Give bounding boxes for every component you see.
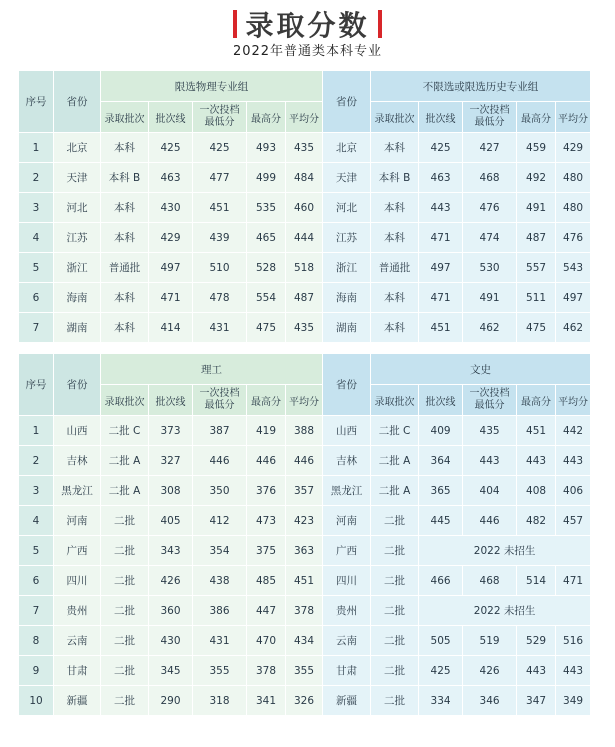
subheader-batch-line-right: 批次线 [419,102,463,133]
province-cell-right: 海南 [323,283,371,313]
avg-score-cell-right: 462 [556,313,591,343]
row-index: 2 [19,163,54,193]
avg-score-cell-right: 476 [556,223,591,253]
province-cell: 云南 [54,626,101,656]
avg-score-cell: 357 [286,476,323,506]
row-index: 8 [19,626,54,656]
batch-line-cell-right: 445 [419,506,463,536]
row-index: 10 [19,686,54,716]
row-index: 6 [19,283,54,313]
table-row [19,283,591,313]
batch-cell: 二批 A [101,476,149,506]
avg-score-cell: 518 [286,253,323,283]
avg-score-cell-right: 497 [556,283,591,313]
avg-score-cell: 423 [286,506,323,536]
table-row [19,536,591,566]
province-cell-right: 吉林 [323,446,371,476]
row-index: 1 [19,416,54,446]
max-score-cell: 375 [247,536,286,566]
max-score-cell-right: 491 [517,193,556,223]
col-province-header-right: 省份 [323,71,371,133]
batch-line-cell-right: 425 [419,133,463,163]
batch-cell-right: 普通批 [371,253,419,283]
min-score-cell-right: 346 [463,686,517,716]
min-score-cell-right: 404 [463,476,517,506]
min-score-cell: 451 [193,193,247,223]
province-cell: 海南 [54,283,101,313]
province-cell-right: 甘肃 [323,656,371,686]
batch-cell-right: 二批 [371,506,419,536]
min-score-cell: 438 [193,566,247,596]
batch-cell-right: 本科 [371,223,419,253]
province-cell-right: 江苏 [323,223,371,253]
avg-score-cell-right: 471 [556,566,591,596]
province-cell-right: 广西 [323,536,371,566]
max-score-cell-right: 475 [517,313,556,343]
avg-score-cell: 451 [286,566,323,596]
min-score-cell-right: 468 [463,566,517,596]
table-row [19,476,591,506]
batch-line-cell: 414 [149,313,193,343]
province-cell: 湖南 [54,313,101,343]
province-cell: 江苏 [54,223,101,253]
group-header-science: 理工 [101,354,323,385]
subheader-batch-right: 录取批次 [371,385,419,416]
batch-cell: 二批 [101,536,149,566]
table-row [19,163,591,193]
max-score-cell-right: 451 [517,416,556,446]
subheader-max-score-right: 最高分 [517,385,556,416]
min-score-cell-right: 476 [463,193,517,223]
title-left-bar [233,10,237,38]
batch-cell-right: 二批 [371,536,419,566]
batch-cell: 本科 [101,283,149,313]
row-index: 2 [19,446,54,476]
avg-score-cell-right: 443 [556,446,591,476]
col-index-header: 序号 [19,354,54,416]
batch-cell: 二批 [101,506,149,536]
batch-line-cell: 426 [149,566,193,596]
avg-score-cell: 487 [286,283,323,313]
batch-cell-right: 二批 [371,596,419,626]
subheader-min-score: 一次投档 最低分 [193,102,247,133]
row-index: 5 [19,253,54,283]
batch-line-cell: 345 [149,656,193,686]
batch-cell-right: 二批 [371,686,419,716]
avg-score-cell: 363 [286,536,323,566]
max-score-cell-right: 482 [517,506,556,536]
province-cell: 吉林 [54,446,101,476]
max-score-cell-right: 443 [517,446,556,476]
batch-line-cell-right: 409 [419,416,463,446]
avg-score-cell: 388 [286,416,323,446]
max-score-cell: 493 [247,133,286,163]
max-score-cell: 419 [247,416,286,446]
subheader-batch-line-right: 批次线 [419,385,463,416]
avg-score-cell-right: 406 [556,476,591,506]
col-province-header-right: 省份 [323,354,371,416]
batch-line-cell-right: 471 [419,283,463,313]
avg-score-cell-right: 443 [556,656,591,686]
page-subtitle: 2022年普通类本科专业 [232,44,383,59]
avg-score-cell-right: 442 [556,416,591,446]
min-score-cell: 477 [193,163,247,193]
batch-line-cell-right: 471 [419,223,463,253]
avg-score-cell-right: 480 [556,163,591,193]
avg-score-cell: 446 [286,446,323,476]
batch-cell-right: 二批 [371,656,419,686]
batch-line-cell: 290 [149,686,193,716]
province-cell-right: 山西 [323,416,371,446]
row-index: 7 [19,313,54,343]
province-cell-right: 云南 [323,626,371,656]
table-row [19,253,591,283]
province-cell: 天津 [54,163,101,193]
batch-cell: 本科 [101,193,149,223]
batch-cell-right: 本科 [371,283,419,313]
province-cell-right: 四川 [323,566,371,596]
min-score-cell: 425 [193,133,247,163]
batch-cell-right: 二批 A [371,446,419,476]
group-header-physics: 限选物理专业组 [101,71,323,102]
batch-line-cell: 471 [149,283,193,313]
batch-line-cell-right: 334 [419,686,463,716]
title-wrap [0,4,615,44]
col-province-header: 省份 [54,354,101,416]
batch-cell: 本科 B [101,163,149,193]
min-score-cell-right: 474 [463,223,517,253]
province-cell: 河北 [54,193,101,223]
province-cell: 新疆 [54,686,101,716]
max-score-cell: 341 [247,686,286,716]
subheader-avg-score: 平均分 [286,385,323,416]
batch-cell-right: 本科 [371,313,419,343]
row-index: 3 [19,193,54,223]
table-row [19,626,591,656]
min-score-cell-right: 519 [463,626,517,656]
page-title: 录取分数 [245,9,370,42]
subheader-batch-line: 批次线 [149,385,193,416]
min-score-cell: 446 [193,446,247,476]
avg-score-cell-right: 543 [556,253,591,283]
province-cell: 广西 [54,536,101,566]
province-cell: 浙江 [54,253,101,283]
province-cell-right: 湖南 [323,313,371,343]
no-enrollment-note: 2022 未招生 [419,596,591,626]
max-score-cell-right: 511 [517,283,556,313]
row-index: 7 [19,596,54,626]
batch-line-cell-right: 365 [419,476,463,506]
table-row [19,656,591,686]
row-index: 9 [19,656,54,686]
min-score-cell: 431 [193,626,247,656]
row-index: 6 [19,566,54,596]
min-score-cell: 355 [193,656,247,686]
row-index: 4 [19,506,54,536]
max-score-cell: 499 [247,163,286,193]
avg-score-cell: 460 [286,193,323,223]
batch-line-cell-right: 505 [419,626,463,656]
batch-cell-right: 二批 [371,626,419,656]
province-cell: 北京 [54,133,101,163]
subheader-avg-score-right: 平均分 [556,102,591,133]
batch-line-cell: 497 [149,253,193,283]
avg-score-cell: 434 [286,626,323,656]
min-score-cell: 386 [193,596,247,626]
subheader-min-score-right: 一次投档 最低分 [463,102,517,133]
max-score-cell: 485 [247,566,286,596]
subheader-batch-right: 录取批次 [371,102,419,133]
max-score-cell-right: 408 [517,476,556,506]
min-score-cell: 350 [193,476,247,506]
subheader-max-score: 最高分 [247,102,286,133]
batch-line-cell: 308 [149,476,193,506]
subheader-max-score-right: 最高分 [517,102,556,133]
max-score-cell: 528 [247,253,286,283]
batch-line-cell-right: 466 [419,566,463,596]
max-score-cell: 446 [247,446,286,476]
max-score-cell-right: 514 [517,566,556,596]
col-province-header: 省份 [54,71,101,133]
table-row [19,446,591,476]
province-cell: 贵州 [54,596,101,626]
province-cell-right: 黑龙江 [323,476,371,506]
table-row [19,133,591,163]
table-row [19,566,591,596]
min-score-cell-right: 427 [463,133,517,163]
max-score-cell: 470 [247,626,286,656]
avg-score-cell-right: 480 [556,193,591,223]
province-cell-right: 新疆 [323,686,371,716]
province-cell: 甘肃 [54,656,101,686]
min-score-cell-right: 468 [463,163,517,193]
batch-line-cell: 373 [149,416,193,446]
max-score-cell: 554 [247,283,286,313]
avg-score-cell-right: 516 [556,626,591,656]
province-cell: 山西 [54,416,101,446]
page-header [0,0,615,64]
subheader-avg-score-right: 平均分 [556,385,591,416]
row-index: 3 [19,476,54,506]
table-row [19,506,591,536]
batch-line-cell-right: 463 [419,163,463,193]
max-score-cell: 465 [247,223,286,253]
max-score-cell: 376 [247,476,286,506]
max-score-cell-right: 557 [517,253,556,283]
province-cell-right: 贵州 [323,596,371,626]
batch-line-cell-right: 497 [419,253,463,283]
batch-cell-right: 本科 B [371,163,419,193]
batch-cell: 二批 [101,686,149,716]
batch-line-cell: 430 [149,193,193,223]
batch-line-cell: 430 [149,626,193,656]
max-score-cell-right: 443 [517,656,556,686]
min-score-cell: 439 [193,223,247,253]
batch-line-cell: 327 [149,446,193,476]
max-score-cell-right: 487 [517,223,556,253]
max-score-cell: 473 [247,506,286,536]
col-index-header: 序号 [19,71,54,133]
province-cell-right: 天津 [323,163,371,193]
batch-line-cell: 463 [149,163,193,193]
subheader-batch: 录取批次 [101,102,149,133]
min-score-cell-right: 426 [463,656,517,686]
avg-score-cell-right: 349 [556,686,591,716]
province-cell-right: 河北 [323,193,371,223]
batch-cell: 二批 [101,566,149,596]
min-score-cell-right: 446 [463,506,517,536]
table-row [19,416,591,446]
min-score-cell-right: 443 [463,446,517,476]
subheader-batch: 录取批次 [101,385,149,416]
batch-line-cell: 429 [149,223,193,253]
row-index: 5 [19,536,54,566]
avg-score-cell: 355 [286,656,323,686]
batch-cell-right: 二批 [371,566,419,596]
max-score-cell: 475 [247,313,286,343]
min-score-cell: 318 [193,686,247,716]
min-score-cell: 478 [193,283,247,313]
max-score-cell: 447 [247,596,286,626]
batch-cell: 普通批 [101,253,149,283]
batch-line-cell-right: 451 [419,313,463,343]
province-cell: 四川 [54,566,101,596]
batch-line-cell: 405 [149,506,193,536]
score-table-traditional [18,353,591,716]
subheader-max-score: 最高分 [247,385,286,416]
batch-cell-right: 本科 [371,193,419,223]
title-right-bar [378,10,382,38]
batch-cell: 本科 [101,223,149,253]
table-row [19,313,591,343]
avg-score-cell: 435 [286,133,323,163]
subheader-min-score-right: 一次投档 最低分 [463,385,517,416]
subheader-avg-score: 平均分 [286,102,323,133]
avg-score-cell: 484 [286,163,323,193]
table-row [19,193,591,223]
avg-score-cell: 444 [286,223,323,253]
batch-cell: 二批 C [101,416,149,446]
batch-cell-right: 本科 [371,133,419,163]
batch-line-cell-right: 364 [419,446,463,476]
batch-line-cell: 425 [149,133,193,163]
batch-cell-right: 二批 A [371,476,419,506]
province-cell-right: 浙江 [323,253,371,283]
row-index: 1 [19,133,54,163]
province-cell: 河南 [54,506,101,536]
table-row [19,596,591,626]
avg-score-cell: 435 [286,313,323,343]
min-score-cell: 412 [193,506,247,536]
max-score-cell-right: 492 [517,163,556,193]
subheader-batch-line: 批次线 [149,102,193,133]
min-score-cell-right: 491 [463,283,517,313]
max-score-cell-right: 347 [517,686,556,716]
group-header-history: 不限选或限选历史专业组 [371,71,591,102]
batch-line-cell: 360 [149,596,193,626]
province-cell-right: 河南 [323,506,371,536]
table-row [19,686,591,716]
score-table-new-gaokao [18,70,591,343]
avg-score-cell-right: 457 [556,506,591,536]
batch-cell: 二批 A [101,446,149,476]
batch-cell: 二批 [101,656,149,686]
max-score-cell-right: 459 [517,133,556,163]
batch-cell: 本科 [101,313,149,343]
batch-cell: 二批 [101,626,149,656]
avg-score-cell: 378 [286,596,323,626]
max-score-cell: 378 [247,656,286,686]
batch-line-cell: 343 [149,536,193,566]
avg-score-cell-right: 429 [556,133,591,163]
min-score-cell-right: 530 [463,253,517,283]
batch-cell: 本科 [101,133,149,163]
max-score-cell-right: 529 [517,626,556,656]
min-score-cell: 510 [193,253,247,283]
min-score-cell: 354 [193,536,247,566]
no-enrollment-note: 2022 未招生 [419,536,591,566]
table-row [19,223,591,253]
province-cell: 黑龙江 [54,476,101,506]
avg-score-cell: 326 [286,686,323,716]
batch-line-cell-right: 443 [419,193,463,223]
group-header-liberal-arts: 文史 [371,354,591,385]
max-score-cell: 535 [247,193,286,223]
batch-cell: 二批 [101,596,149,626]
min-score-cell: 387 [193,416,247,446]
min-score-cell: 431 [193,313,247,343]
province-cell-right: 北京 [323,133,371,163]
row-index: 4 [19,223,54,253]
subheader-min-score: 一次投档 最低分 [193,385,247,416]
min-score-cell-right: 462 [463,313,517,343]
batch-cell-right: 二批 C [371,416,419,446]
batch-line-cell-right: 425 [419,656,463,686]
min-score-cell-right: 435 [463,416,517,446]
